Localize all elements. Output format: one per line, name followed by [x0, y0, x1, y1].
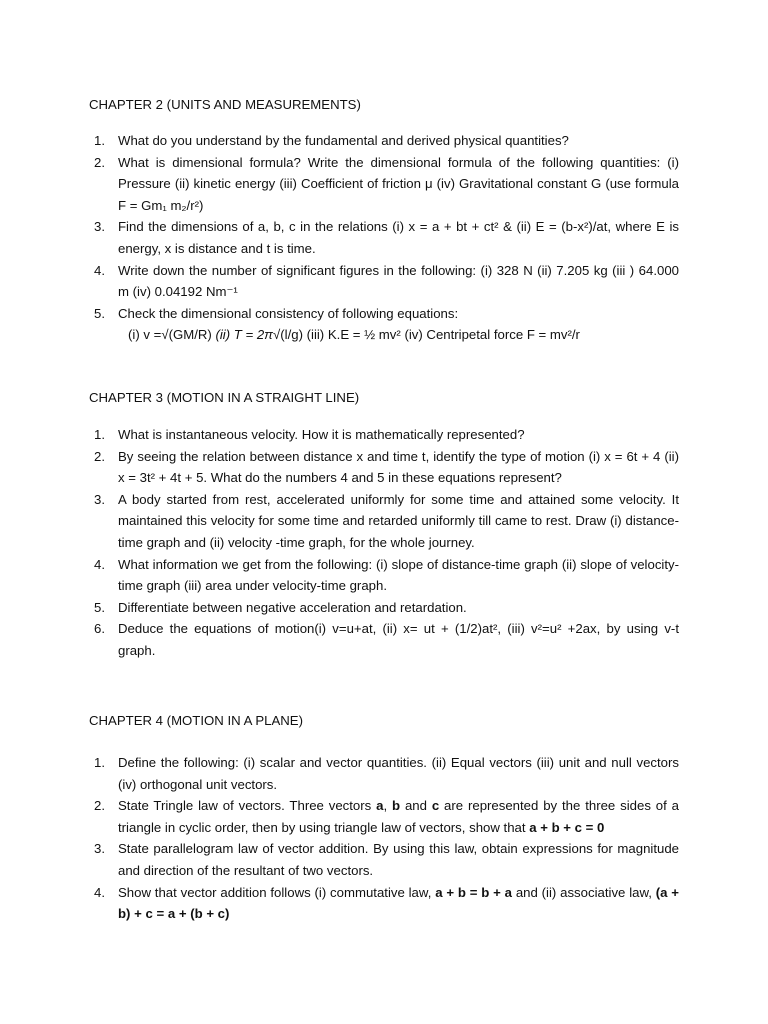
question-number: 1.: [94, 427, 105, 442]
question-text: By seeing the relation between distance x and time t, identify the type of motion (i) x = 6t + 4 (ii) x = 3t² + 4t + 5. What do the numbers 4 and 5 in these equations represent?: [118, 448, 679, 486]
text-run: ,: [383, 798, 393, 814]
question-number: 2.: [94, 448, 105, 464]
chapter-2-title: CHAPTER 2 (UNITS AND MEASUREMENTS): [89, 97, 361, 112]
text-run: and (ii) associative law,: [512, 884, 656, 900]
question-text: [118, 795, 679, 838]
question-number: 5.: [94, 599, 105, 615]
chapter-4-question-list: [89, 752, 679, 925]
list-item: [89, 216, 679, 259]
question-number: 1.: [94, 133, 105, 148]
list-item: [89, 752, 679, 795]
text-run: are represented by the three sides of a triangle in cyclic order, then by using triangle law of vectors, show that: [118, 798, 679, 835]
question-text: A body started from rest, accelerated uniformly for some time and attained some velocity. It maintained this velocity for some time and retarded uniformly till came to rest. Draw (i) distance-time graph and (ii) velocity -time graph, for the whole journey.: [118, 491, 679, 550]
question-text: Find the dimensions of a, b, c in the relations (i) x = a + bt + ct² & (ii) E = (b-x²)/at, where E is energy, x is distance and t is time.: [118, 219, 679, 256]
vector-symbol: b: [392, 798, 401, 814]
equations-line: [118, 324, 679, 346]
text-run: and: [400, 798, 432, 814]
chapter-4-section: [89, 710, 679, 925]
list-item: [89, 130, 679, 152]
question-text: Check the dimensional consistency of following equations:: [118, 305, 459, 321]
vector-equation: (a + b) + c = a + (b + c): [118, 884, 680, 922]
question-number: 4.: [94, 262, 105, 278]
question-number: 4.: [94, 884, 105, 900]
question-text: [118, 882, 679, 925]
question-number: 3.: [94, 219, 105, 235]
question-number: 3.: [94, 491, 105, 507]
question-number: 2.: [94, 154, 105, 170]
vector-equation: a + b + c = 0: [529, 819, 605, 835]
question-number: 1.: [94, 755, 105, 770]
vector-symbol: c: [431, 798, 440, 814]
question-text: State parallelogram law of vector addition. By using this law, obtain expressions for magnitude and direction of the resultant of two vectors.: [118, 841, 679, 878]
list-item: [89, 489, 679, 554]
equation-text: (i) v =√(GM/R): [128, 327, 216, 343]
list-item: [89, 152, 679, 217]
vector-equation: a + b = b + a: [435, 884, 513, 900]
question-text: What is dimensional formula? Write the dimensional formula of the following quantities: (i) Pressure (ii) kinetic energy (iii) Coefficient of friction μ (iv) Gravitational constant G (use formula F = Gm₁ m₂/r²): [118, 154, 679, 213]
text-run: State Tringle law of vectors. Three vectors: [118, 798, 377, 814]
list-item: [89, 554, 679, 597]
question-text: Define the following: (i) scalar and vector quantities. (ii) Equal vectors (iii) unit and null vectors (iv) orthogonal unit vectors.: [118, 755, 679, 792]
vector-symbol: a: [376, 798, 384, 814]
list-item: [89, 303, 679, 346]
chapter-4-title: CHAPTER 4 (MOTION IN A PLANE): [89, 713, 303, 728]
list-item: [89, 260, 679, 303]
list-item: [89, 618, 679, 661]
question-text: Differentiate between negative acceleration and retardation.: [118, 599, 467, 615]
equation-text-italic: (ii) T = 2π: [215, 327, 274, 343]
chapter-2-question-list: [89, 130, 679, 346]
list-item: [89, 446, 679, 489]
question-number: 4.: [94, 556, 105, 572]
question-number: 3.: [94, 841, 105, 857]
question-text: What is instantaneous velocity. How it is mathematically represented?: [118, 427, 525, 442]
question-number: 2.: [94, 798, 105, 814]
question-text: Deduce the equations of motion(i) v=u+at, (ii) x= ut + (1/2)at², (iii) v²=u² +2ax, by using v-t graph.: [118, 621, 679, 658]
chapter-3-title: CHAPTER 3 (MOTION IN A STRAIGHT LINE): [89, 390, 360, 405]
list-item: [89, 597, 679, 619]
text-run: Show that vector addition follows (i) commutative law,: [118, 884, 436, 900]
chapter-3-question-list: [89, 424, 679, 662]
question-text: What do you understand by the fundamental and derived physical quantities?: [118, 133, 569, 148]
question-number: 5.: [94, 305, 105, 321]
chapter-2-section: [89, 94, 679, 346]
list-item: [89, 795, 679, 838]
list-item: [89, 424, 679, 446]
equation-text: √(l/g) (iii) K.E = ½ mv² (iv) Centripetal force F = mv²/r: [273, 327, 580, 343]
list-item: [89, 882, 679, 925]
chapter-3-section: [89, 387, 679, 662]
question-number: 6.: [94, 621, 105, 637]
list-item: [89, 838, 679, 881]
question-text: Write down the number of significant figures in the following: (i) 328 N (ii) 7.205 kg (iii ) 64.000 m (iv) 0.04192 Nm⁻¹: [118, 262, 679, 300]
question-text: What information we get from the following: (i) slope of distance-time graph (ii) slope of velocity-time graph (iii) area under velocity-time graph.: [118, 556, 679, 594]
